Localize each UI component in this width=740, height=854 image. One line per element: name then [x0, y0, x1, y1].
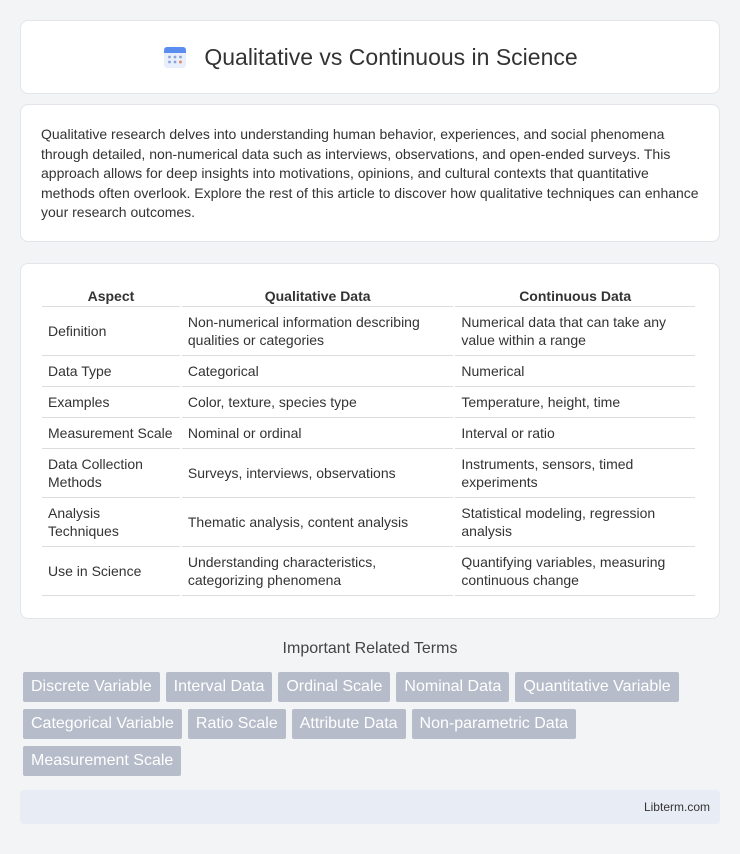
aspect-cell: Analysis Techniques: [42, 498, 180, 547]
qualitative-cell: Color, texture, species type: [182, 387, 454, 418]
table-row: [42, 449, 695, 498]
continuous-cell: Temperature, height, time: [455, 387, 695, 418]
related-term-tag[interactable]: Attribute Data: [292, 709, 406, 739]
continuous-cell: Instruments, sensors, timed experiments: [455, 449, 695, 498]
related-term-tag[interactable]: Non-parametric Data: [412, 709, 577, 739]
related-term-tag[interactable]: Categorical Variable: [23, 709, 182, 739]
continuous-cell: Statistical modeling, regression analysis: [455, 498, 695, 547]
related-term-tag[interactable]: Measurement Scale: [23, 746, 181, 776]
related-term-tag[interactable]: Ordinal Scale: [278, 672, 390, 702]
calendar-grid-icon: [162, 44, 188, 70]
table-row: [42, 547, 695, 596]
comparison-table: [40, 284, 697, 596]
qualitative-cell: Understanding characteristics, categorizing phenomena: [182, 547, 454, 596]
qualitative-cell: Nominal or ordinal: [182, 418, 454, 449]
table-header-row: [42, 284, 695, 307]
header-aspect: Aspect: [42, 284, 180, 307]
intro-card: [20, 104, 720, 242]
aspect-cell: Data Collection Methods: [42, 449, 180, 498]
related-term-tag[interactable]: Interval Data: [166, 672, 273, 702]
related-term-tag[interactable]: Discrete Variable: [23, 672, 160, 702]
page-title: Qualitative vs Continuous in Science: [204, 43, 578, 70]
header-continuous: Continuous Data: [455, 284, 695, 307]
table-row: [42, 356, 695, 387]
qualitative-cell: Non-numerical information describing qualities or categories: [182, 307, 454, 356]
aspect-cell: Measurement Scale: [42, 418, 180, 449]
comparison-table-card: [20, 263, 720, 619]
related-terms-title: Important Related Terms: [282, 640, 458, 657]
footer-brand[interactable]: Libterm.com: [643, 800, 710, 814]
continuous-cell: Interval or ratio: [455, 418, 695, 449]
qualitative-cell: Categorical: [182, 356, 454, 387]
qualitative-cell: Surveys, interviews, observations: [182, 449, 454, 498]
aspect-cell: Definition: [42, 307, 180, 356]
table-row: [42, 418, 695, 449]
footer-bar: [20, 790, 720, 824]
header-qualitative: Qualitative Data: [182, 284, 454, 307]
table-row: [42, 498, 695, 547]
related-terms-list: [23, 672, 723, 776]
table-row: [42, 387, 695, 418]
related-term-tag[interactable]: Nominal Data: [396, 672, 509, 702]
related-term-tag[interactable]: Quantitative Variable: [515, 672, 678, 702]
intro-paragraph: Qualitative research delves into understanding human behavior, experiences, and social phenomena through detailed, non-numerical data such as interviews, observations, and open-ended surveys. This approach allows for deep insights into motivations, opinions, and cultural contexts that quantitative methods often overlook. Explore the rest of this article to discover how qualitative techniques can enhance your research outcomes.: [41, 126, 699, 220]
qualitative-cell: Thematic analysis, content analysis: [182, 498, 454, 547]
aspect-cell: Data Type: [42, 356, 180, 387]
table-row: [42, 307, 695, 356]
related-term-tag[interactable]: Ratio Scale: [188, 709, 286, 739]
continuous-cell: Numerical data that can take any value within a range: [455, 307, 695, 356]
aspect-cell: Use in Science: [42, 547, 180, 596]
continuous-cell: Numerical: [455, 356, 695, 387]
continuous-cell: Quantifying variables, measuring continuous change: [455, 547, 695, 596]
aspect-cell: Examples: [42, 387, 180, 418]
header-card: [20, 20, 720, 94]
